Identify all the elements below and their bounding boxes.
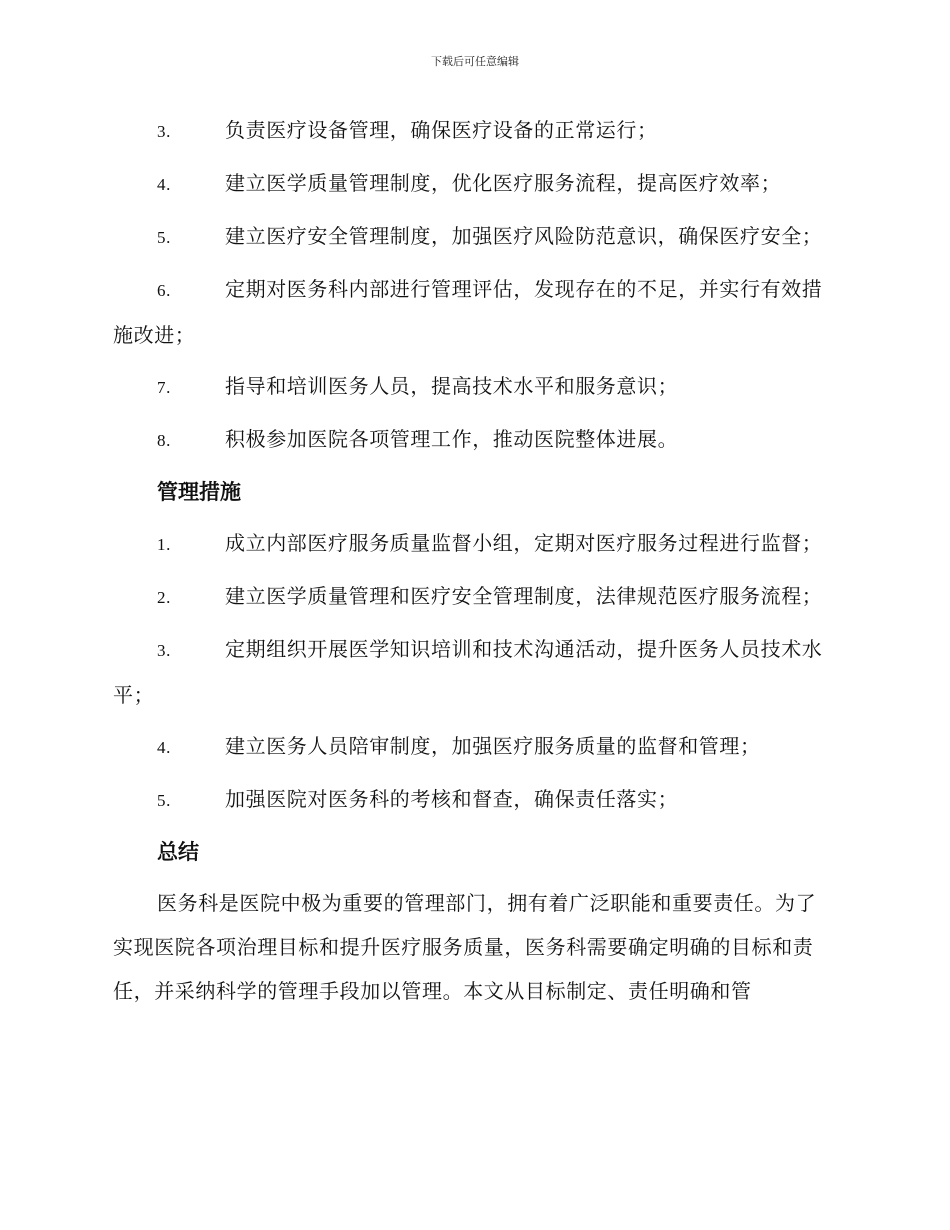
document-body [113, 108, 835, 1013]
list-number: 7. [157, 378, 171, 397]
section-heading-measures: 管理措施 [157, 480, 241, 504]
list-number: 8. [157, 431, 171, 450]
list-item [113, 627, 835, 717]
list-text: 建立医务人员陪审制度，加强医疗服务质量的监督和管理； [225, 734, 761, 758]
list-number: 6. [157, 281, 171, 300]
list-item [113, 521, 835, 567]
list-text: 定期组织开展医学知识培训和技术沟通活动，提升医务人员技术水平； [113, 637, 823, 707]
list-number: 1. [157, 535, 171, 554]
list-number: 5. [157, 228, 171, 247]
list-item [113, 161, 835, 207]
list-item [113, 214, 835, 260]
section-heading-summary: 总结 [157, 840, 199, 864]
page-header: 下载后可任意编辑 [431, 55, 519, 68]
list-text: 加强医院对医务科的考核和督查，确保责任落实； [225, 787, 679, 811]
list-item [113, 777, 835, 823]
list-number: 3. [157, 641, 171, 660]
list-number: 5. [157, 791, 171, 810]
list-text: 建立医学质量管理制度，优化医疗服务流程，提高医疗效率； [225, 171, 782, 195]
list-number: 3. [157, 122, 171, 141]
list-text: 建立医学质量管理和医疗安全管理制度，法律规范医疗服务流程； [225, 584, 823, 608]
list-item [113, 724, 835, 770]
list-text: 成立内部医疗服务质量监督小组，定期对医疗服务过程进行监督； [225, 531, 823, 555]
list-item [113, 417, 835, 463]
list-number: 4. [157, 738, 171, 757]
list-item [113, 364, 835, 410]
summary-paragraph: 医务科是医院中极为重要的管理部门，拥有着广泛职能和重要责任。为了实现医院各项治理目标和提升医疗服务质量，医务科需要确定明确的目标和责任，并采纳科学的管理手段加以管理。本文从目标制定、责任明确和管 [113, 891, 817, 1003]
list-item [113, 574, 835, 620]
list-text: 积极参加医院各项管理工作，推动医院整体进展。 [225, 427, 679, 451]
list-text: 负责医疗设备管理，确保医疗设备的正常运行； [225, 118, 658, 142]
list-item [113, 267, 835, 357]
list-number: 2. [157, 588, 171, 607]
list-number: 4. [157, 175, 171, 194]
list-text: 指导和培训医务人员，提高技术水平和服务意识； [225, 374, 679, 398]
list-item [113, 108, 835, 154]
list-text: 定期对医务科内部进行管理评估，发现存在的不足，并实行有效措施改进； [113, 277, 823, 347]
list-text: 建立医疗安全管理制度，加强医疗风险防范意识，确保医疗安全； [225, 224, 823, 248]
